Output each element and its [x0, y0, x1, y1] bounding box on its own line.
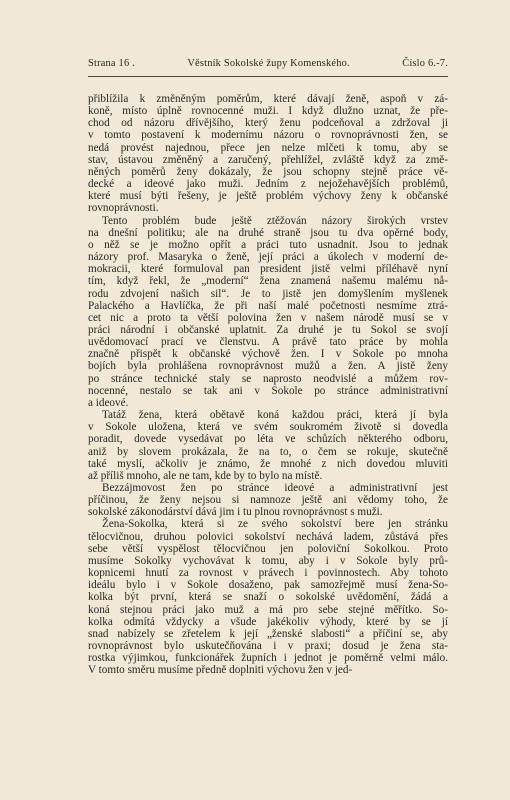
running-header — [88, 58, 448, 69]
text-line: koně, místo úplně rovnocenné muži. I když dlužno uznat, že pře- — [88, 105, 448, 118]
text-line: příčinou, že ženy nejsou si namnoze ještě ani vědomy toho, že — [88, 494, 448, 507]
text-line: kolka odmítá vždycky a všude jakékoliv výhody, které by se jí — [88, 615, 448, 628]
text-line: až příliš mnoho, ale ne tam, kde by to bylo na místě. — [88, 469, 323, 482]
text-line: decké a ideové jako muži. Jedním z nejožehavějších problémů, — [88, 178, 448, 191]
text-line: o něž se je možno opřít a práci tuto usnadnit. Jsou to jednak — [88, 238, 448, 251]
text-line: něných poměrů ženy dokázaly, že jsou schopny stejně práce vě- — [88, 165, 448, 178]
text-line: mokracii, které formuloval pan president jistě velmi příléhavě nyní — [88, 263, 448, 276]
issue-number: Číslo 6.-7. — [402, 58, 448, 69]
text-line: Žena-Sokolka, která si ze svého sokolství bere jen stránku — [102, 518, 448, 531]
article-body — [88, 93, 448, 677]
text-line: sokolské zákonodárství dává jim i tu plnou rovnoprávnost s muži. — [88, 506, 383, 519]
text-line: v Sokole uložena, která ve svém soukromém životě si dovedla — [88, 421, 448, 434]
text-line: kolka být první, která se snaží o sokolské uvědomění, žádá a — [88, 591, 448, 604]
text-line: musíme Sokolky vychovávat k tomu, aby i v Sokole byly prů- — [88, 554, 448, 567]
text-line: přiblížila k změněným poměrům, které dávají ženě, aspoň v zá- — [88, 93, 448, 105]
text-line: a ideové. — [88, 396, 129, 409]
paragraph — [88, 215, 448, 410]
text-line: značně přispět k občanské výchově žen. I v Sokole po mnoha — [88, 348, 448, 361]
text-line: také myslí, ačkoliv je známo, že mnohé z nich dovedou mluviti — [88, 457, 448, 470]
text-line: uvědomovací prací ve členstvu. A právě tato práce by mohla — [88, 336, 448, 349]
text-line: po stránce technické staly se naprosto neodvislé a můžem rov- — [88, 372, 448, 385]
text-line: rodu zdvojení našich sil“. Je to jistě jen domyšlením myšlenek — [88, 287, 448, 300]
text-line: nedá provést najednou, přece jen nelze mlčeti k tomu, aby se — [88, 141, 448, 154]
text-line: rostka výjimkou, funkcionářek župních i jednot je poměrně velmi málo. — [88, 652, 448, 665]
text-line: na dnešní politiku; ale na druhé straně jsou tu dva opěrné body, — [88, 226, 448, 239]
page-number: Strana 16 . — [88, 58, 135, 69]
text-line: rovnoprávnosti. — [88, 202, 159, 215]
text-line: stav, ústavou změněný a zaručený, přehlížel, zvláště když za změ- — [88, 153, 448, 166]
text-line: které musí býti řešeny, je ještě problém výchovy ženy k občanské — [88, 190, 448, 203]
text-line: chod od názoru dřívějšího, který ženu podceňoval a zdržoval ji — [88, 117, 448, 130]
text-line: koná stejnou práci jako muž a má pro sebe stejné měřítko. So- — [88, 603, 448, 616]
text-line: Tatáž žena, která obětavě koná každou práci, která jí byla — [102, 409, 448, 422]
text-line: ideálu bylo i v Sokole dosaženo, pak samozřejmě musí žena-So- — [88, 579, 448, 592]
paragraph — [88, 482, 448, 518]
text-line: v tomto postavení k modernímu názoru o rovnoprávnosti žen, se — [88, 129, 448, 142]
text-line: nocenné, nestalo se tak ani v Sokole po stránce administrativní — [88, 384, 448, 397]
text-line: kopnicemi hnutí za rovnost v právech i povinnostech. Aby tohoto — [88, 567, 448, 580]
text-line: poradit, dovede vysedávat po léta ve schůzích některého odboru, — [88, 433, 448, 446]
text-line: práci národní i občanské uplatnit. Za druhé je tu Sokol se svojí — [88, 323, 448, 336]
text-line: sebe větší vyspělost tělocvičnou jen poloviční Sokolkou. Proto — [88, 542, 448, 555]
text-line: aniž by slovem prokázala, že na to, o čem se rokuje, skutečně — [88, 445, 448, 458]
text-line: rovnoprávnost bylo uskutečňována i v praxi; dosud je žena sta- — [88, 640, 448, 653]
text-line: tím, když řekl, že „moderní“ žena znamená našemu malému nå- — [88, 275, 448, 288]
journal-title: Věstník Sokolské župy Komenského. — [187, 58, 350, 69]
text-line: tělocvičnou, druhou polovici sokolství nechává ladem, zůstává přes — [88, 530, 448, 543]
text-line: Bezzájmovost žen po stránce ideové a administrativní jest — [102, 482, 448, 494]
paragraph — [88, 409, 448, 482]
text-line: cet nic a proto ta větší polovina žen v našem národě musí se v — [88, 311, 448, 324]
text-line: snad nabízely se zřetelem k její „ženské slabosti“ a příčiní se, aby — [88, 627, 448, 640]
text-line: V tomto směru musíme předně doplniti výchovu žen v jed- — [88, 664, 353, 677]
header-rule — [88, 76, 448, 77]
paragraph — [88, 518, 448, 676]
text-line: Palackého a Havlíčka, že při naší malé početnosti nesmíme ztrá- — [88, 299, 448, 312]
text-line: bojích byla prohlášena rovnoprávnost mužů a žen. A jistě ženy — [88, 360, 448, 373]
paragraph — [88, 93, 448, 215]
text-line: názory prof. Masaryka o ženě, její práci a úkolech v moderní de- — [88, 251, 448, 264]
text-line: Tento problém bude ještě ztěžován názory širokých vrstev — [102, 214, 448, 227]
